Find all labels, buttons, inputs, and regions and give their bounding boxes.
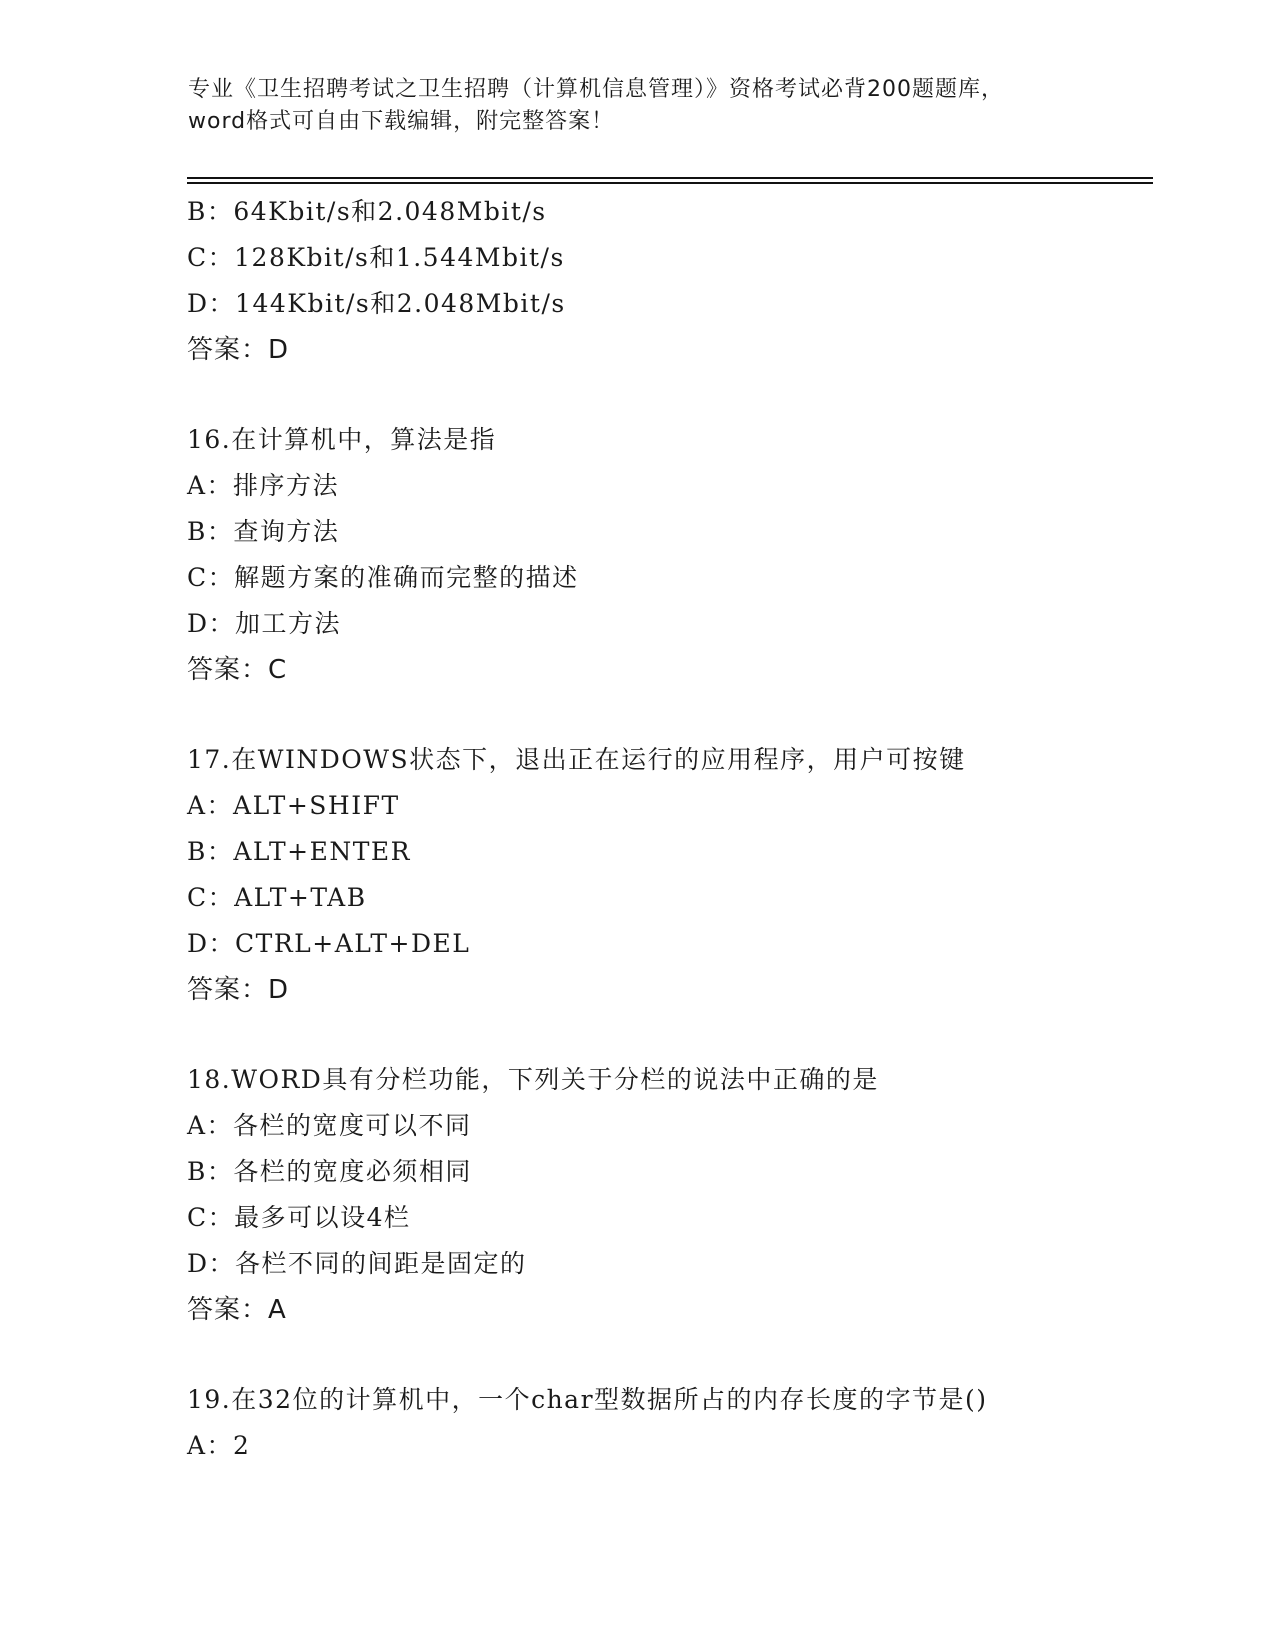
option-a: A：排序方法 xyxy=(187,471,340,500)
answer-line: 答案：A xyxy=(187,1295,287,1325)
header-divider-top xyxy=(187,177,1153,179)
question-block-17 xyxy=(187,737,1187,1013)
spacer xyxy=(187,1333,1187,1377)
spacer xyxy=(187,1013,1187,1057)
option-c: C：解题方案的准确而完整的描述 xyxy=(187,563,579,592)
spacer xyxy=(187,693,1187,737)
question-block-18 xyxy=(187,1057,1187,1333)
option-c: C：ALT+TAB xyxy=(187,883,367,912)
question-block-16 xyxy=(187,417,1187,693)
option-b: B：ALT+ENTER xyxy=(187,837,411,866)
question-text: 18.WORD具有分栏功能，下列关于分栏的说法中正确的是 xyxy=(187,1065,879,1094)
answer-line: 答案：C xyxy=(187,655,288,685)
option-d: D：CTRL+ALT+DEL xyxy=(187,929,471,958)
option-b: B：查询方法 xyxy=(187,517,340,546)
option-d: D：各栏不同的间距是固定的 xyxy=(187,1249,527,1278)
option-c: C：最多可以设4栏 xyxy=(187,1203,411,1232)
option-d: D：加工方法 xyxy=(187,609,342,638)
header-title-line-2: word格式可自由下载编辑，附完整答案！ xyxy=(188,109,615,134)
spacer xyxy=(187,373,1187,417)
option-c: C：128Kbit/s和1.544Mbit/s xyxy=(187,243,565,272)
question-block-19 xyxy=(187,1377,1187,1469)
answer-line: 答案：D xyxy=(187,975,290,1005)
answer-line: 答案：D xyxy=(187,335,290,365)
question-text: 19.在32位的计算机中，一个char型数据所占的内存长度的字节是() xyxy=(187,1385,988,1414)
option-a: A：各栏的宽度可以不同 xyxy=(187,1111,472,1140)
option-b: B：各栏的宽度必须相同 xyxy=(187,1157,472,1186)
question-list xyxy=(187,189,1187,1469)
question-text: 16.在计算机中，算法是指 xyxy=(187,425,497,454)
option-b: B：64Kbit/s和2.048Mbit/s xyxy=(187,197,547,226)
option-a: A：ALT+SHIFT xyxy=(187,791,400,820)
page-header xyxy=(188,74,1088,138)
option-d: D：144Kbit/s和2.048Mbit/s xyxy=(187,289,566,318)
header-divider-bottom xyxy=(187,182,1153,184)
question-block-15 xyxy=(187,189,1187,373)
header-title-line-1: 专业《卫生招聘考试之卫生招聘（计算机信息管理）》资格考试必背200题题库， xyxy=(188,77,1004,102)
option-a: A：2 xyxy=(187,1431,251,1460)
question-text: 17.在WINDOWS状态下，退出正在运行的应用程序，用户可按键 xyxy=(187,745,966,774)
